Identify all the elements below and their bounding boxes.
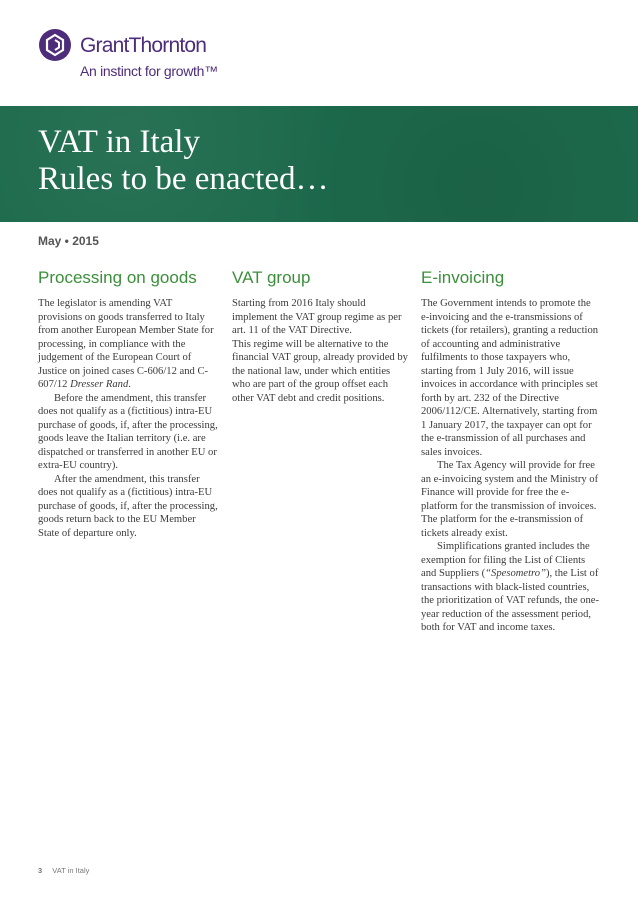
paragraph: Starting from 2016 Italy should implement the VAT group regime as per art. 11 of the VAT Directive.	[232, 298, 402, 336]
paragraph: Simplifications granted includes the exemption for filing the List of Clients and Suppliers (“Spesometro”), the List of transactions with black-listed countries, the prioritization of VAT refunds, the one-year reduction of the assessment period, both for VAT and income taxes.	[421, 541, 599, 633]
title-line-2: Rules to be enacted…	[38, 161, 329, 197]
page-number: 3	[38, 866, 43, 875]
column-processing-on-goods	[38, 268, 218, 540]
page-footer	[38, 866, 89, 875]
paragraph: The Tax Agency will provide for free an e-invoicing system and the Ministry of Finance will provide for free the e-platform for the transmission of invoices. The platform for the e-transmission of tickets already exist.	[421, 460, 599, 539]
title-banner	[0, 106, 638, 222]
page-title	[38, 124, 329, 198]
paragraph: After the amendment, this transfer does not qualify as a (fictitious) intra-EU purchase of goods, if, after the processing, goods return back to the EU Member State of departure only.	[38, 473, 218, 539]
paragraph: Before the amendment, this transfer does not qualify as a (fictitious) intra-EU purchase of goods, if, after the processing, goods leave the Italian territory (i.e. are dispatched or transferred in another EU or extra-EU country).	[38, 392, 218, 471]
paragraph: The Government intends to promote the e-invoicing and the e-transmissions of tickets (for retailers), granting a reduction of accounting and administrative fulfilments to those taxpayers who, starting from 1 July 2016, will issue invoices in accordance with principles set forth by art. 232 of the Directive 2006/112/CE. Alternatively, starting from 1 January 2017, the taxpayer can opt for the e-transmission of all purchases and sales invoices.	[421, 298, 599, 458]
publication-date: May • 2015	[38, 234, 99, 248]
brand-name: GrantThornton	[80, 34, 207, 57]
brand-tagline: An instinct for growth™	[80, 63, 218, 79]
paragraph: This regime will be alternative to the financial VAT group, already provided by the national law, under which entities who are part of the group offset each other VAT debt and credit positions.	[232, 338, 408, 404]
footer-title: VAT in Italy	[52, 866, 90, 875]
title-line-1: VAT in Italy	[38, 124, 200, 160]
grant-thornton-logo-icon	[38, 28, 72, 62]
column-vat-group	[232, 268, 410, 405]
brand-logo	[38, 26, 238, 86]
paragraph: The legislator is amending VAT provisions on goods transferred to Italy from another European Member State for processing, in compliance with the judgement of the European Court of Justice on joined cases C-606/12 and C-607/12 Dresser Rand.	[38, 298, 214, 390]
section-heading: VAT group	[232, 268, 311, 287]
section-heading: E-invoicing	[421, 268, 505, 287]
section-heading: Processing on goods	[38, 268, 197, 287]
column-e-invoicing	[421, 268, 601, 635]
